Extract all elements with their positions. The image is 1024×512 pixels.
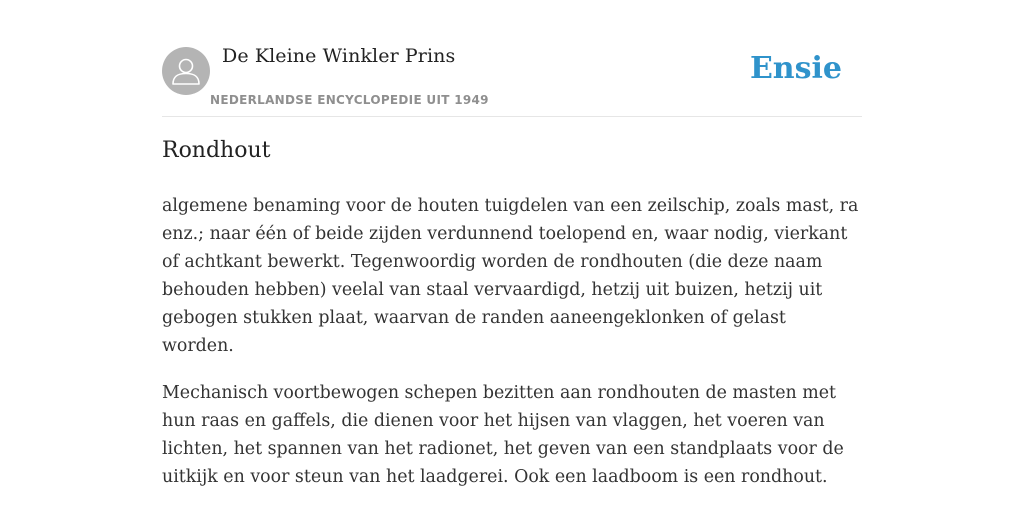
ensie-logo-link[interactable]: Ensie: [749, 51, 842, 86]
entry-title: Rondhout: [162, 138, 271, 163]
entry-paragraph: Mechanisch voortbewogen schepen bezitten aan rondhouten de masten met hun raas en gaffels, die dienen voor het hijsen van vlaggen, het voeren van lichten, het spannen van het radionet, het geven van een standplaats voor de uitkijk en voor steun van het laadgerei. Ook een laadboom is een rondhout.: [162, 383, 844, 487]
source-title[interactable]: De Kleine Winkler Prins: [222, 45, 456, 67]
source-header: [162, 0, 862, 117]
entry-body: [162, 192, 862, 510]
source-subtitle: NEDERLANDSE ENCYCLOPEDIE UIT 1949: [210, 93, 489, 107]
entry-paragraph: algemene benaming voor de houten tuigdelen van een zeilschip, zoals mast, ra enz.; naar één of beide zijden verdunnend toelopend en, waar nodig, vierkant of achtkant bewerkt. Tegenwoordig worden de rondhouten (die deze naam behouden hebben) veelal van staal vervaardigd, hetzij uit buizen, hetzij uit gebogen stukken plaat, waarvan de randen aaneengeklonken of gelast worden.: [162, 196, 859, 356]
user-silhouette-icon: [162, 47, 210, 95]
user-avatar-icon[interactable]: [162, 47, 210, 95]
